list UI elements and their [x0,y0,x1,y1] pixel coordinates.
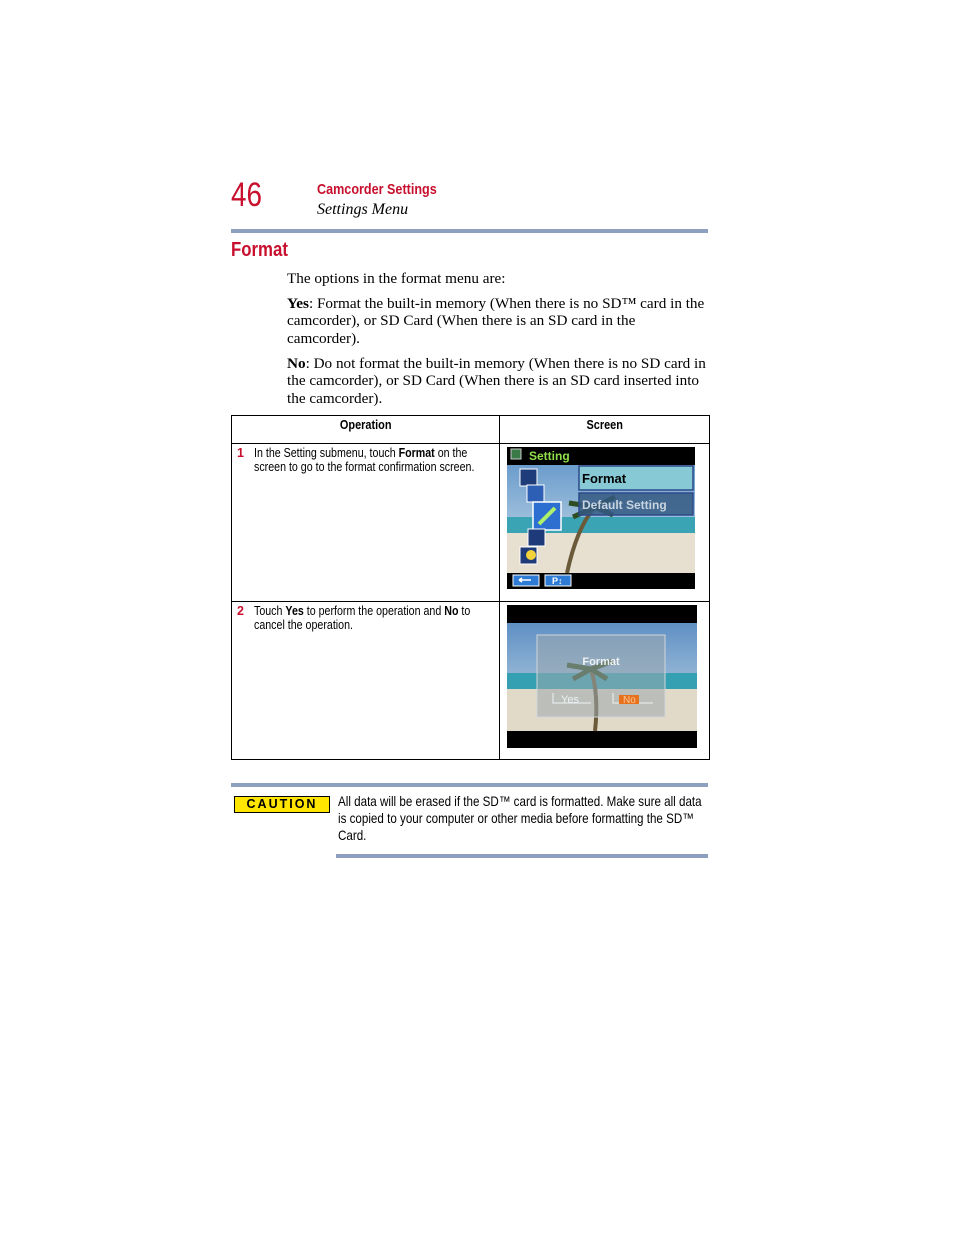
step-2-screen [500,602,710,760]
step-number: 1 [237,446,244,460]
option-no-text: : Do not format the built-in memory (When there is no SD card in the camcorder), or SD Card (When there is an SD card inserted into the camcorder). [287,355,706,407]
footer-button-label: P↕ [552,576,563,586]
section-title: Settings Menu [317,201,409,218]
chapter-title: Camcorder Settings [317,181,437,198]
page-number: 46 [231,176,263,214]
page-heading: Format [231,239,288,261]
caution-label: CAUTION [234,796,330,813]
step-number: 2 [237,604,244,618]
screen-header: Screen [500,416,710,444]
step-text: In the Setting submenu, touch Format on the screen to go to the format confirmation screen. [254,445,475,474]
menu-item-default-setting: Default Setting [582,498,667,512]
option-yes [287,295,707,347]
option-no-term: No [287,355,306,372]
steps-table [231,415,710,760]
menu-item-format: Format [582,471,627,486]
option-no [287,355,707,407]
format-confirm-screenshot [507,605,697,748]
caution-text: All data will be erased if the SD™ card is formatted. Make sure all data is copied to your computer or other media before formatting the SD™ Card. [338,793,702,843]
step-1-operation [232,444,500,602]
step-1-screen [500,444,710,602]
caution-bottom-rule [336,854,708,858]
header-rule [231,229,708,233]
step-2-operation [232,602,500,760]
option-yes-term: Yes [287,295,309,312]
step-text: Touch Yes to perform the operation and No to cancel the operation. [254,603,471,632]
operation-header: Operation [232,416,500,444]
caution-top-rule [231,783,708,787]
no-option: No [623,695,636,706]
yes-option: Yes [561,694,579,706]
confirm-title: Format [582,656,620,668]
menu-title: Setting [529,449,570,463]
intro-paragraph: The options in the format menu are: [287,270,506,287]
setting-menu-screenshot [507,447,695,589]
option-yes-text: : Format the built-in memory (When there is no SD™ card in the camcorder), or SD Card (When there is an SD card in the camcorder). [287,295,705,347]
